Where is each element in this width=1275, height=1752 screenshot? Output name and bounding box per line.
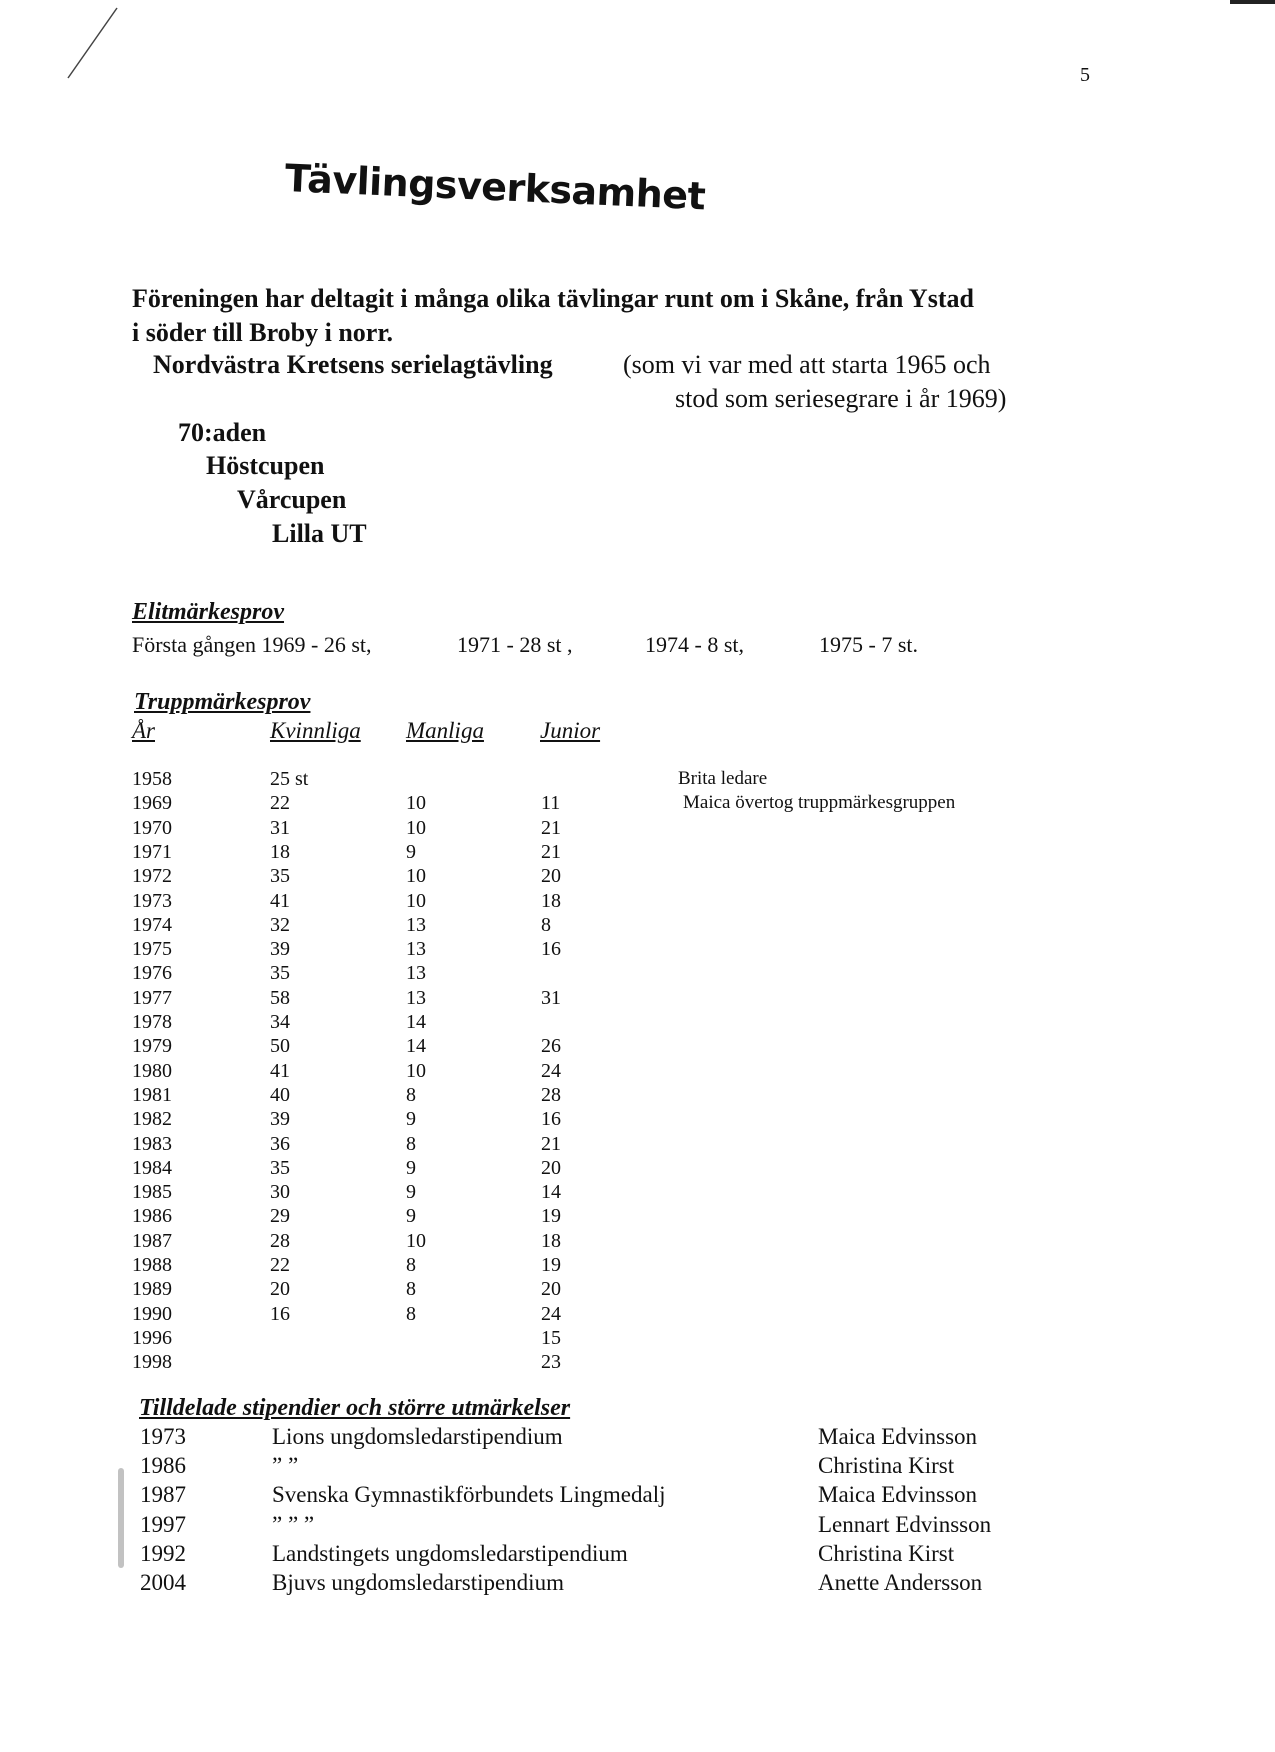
table-row	[0, 792, 1275, 816]
cell-year: 1972	[132, 865, 172, 888]
cell-year: 1971	[132, 840, 172, 863]
table-row	[0, 962, 1275, 986]
award-year: 2004	[140, 1570, 186, 1595]
cell-men: 10	[406, 889, 426, 912]
cell-women: 35	[270, 1156, 290, 1179]
table-row	[0, 865, 1275, 889]
cell-men: 13	[406, 938, 426, 961]
cell-men: 10	[406, 865, 426, 888]
cell-women: 28	[270, 1229, 290, 1252]
cell-women: 36	[270, 1132, 290, 1155]
cell-men: 8	[406, 1278, 416, 1301]
competition-item: Lilla UT	[272, 519, 367, 548]
cell-women: 50	[270, 1035, 290, 1058]
cell-junior: 15	[541, 1326, 561, 1349]
competition-item: Höstcupen	[206, 451, 325, 480]
cell-women: 30	[270, 1181, 290, 1204]
table-row	[0, 1108, 1275, 1132]
trupp-heading: Truppmärkesprov	[134, 689, 311, 715]
cell-junior: 18	[541, 1229, 561, 1252]
table-row	[0, 890, 1275, 914]
scan-edge-line	[1230, 0, 1275, 4]
table-row	[0, 1035, 1275, 1059]
cell-women: 35	[270, 962, 290, 985]
cell-year: 1982	[132, 1108, 172, 1131]
cell-women: 25 st	[270, 768, 309, 790]
cell-year: 1976	[132, 962, 172, 985]
cell-men: 8	[406, 1254, 416, 1276]
cell-women: 39	[270, 1108, 290, 1131]
award-year: 1992	[140, 1540, 186, 1566]
cell-women: 34	[270, 1011, 290, 1033]
cell-women: 41	[270, 889, 290, 912]
table-row	[0, 914, 1275, 938]
cell-junior: 23	[541, 1351, 561, 1374]
cell-women: 31	[270, 816, 290, 839]
cell-men: 9	[406, 1156, 416, 1179]
cell-junior: 28	[541, 1083, 561, 1106]
cell-women: 16	[270, 1302, 290, 1325]
table-row	[0, 1254, 1275, 1278]
cell-men: 8	[406, 1083, 416, 1106]
intro-line-2: i söder till Broby i norr.	[132, 318, 393, 347]
page-title: Tävlingsverksamhet	[284, 156, 707, 219]
award-recipient: Anette Andersson	[818, 1570, 983, 1595]
table-row	[0, 1278, 1275, 1302]
column-header-junior: Junior	[540, 718, 601, 743]
cell-men: 9	[406, 1108, 416, 1131]
cell-year: 1973	[132, 889, 172, 912]
cell-men: 13	[406, 913, 426, 936]
cell-year: 1983	[132, 1132, 172, 1155]
cell-year: 1958	[132, 768, 172, 790]
table-row	[0, 1084, 1275, 1108]
trupp-note: Maica övertog truppmärkesgruppen	[683, 792, 956, 813]
table-row	[0, 768, 1275, 792]
elit-heading: Elitmärkesprov	[132, 599, 285, 625]
award-recipient: Lennart Edvinsson	[818, 1511, 992, 1537]
award-name: Svenska Gymnastikförbundets Lingmedalj	[272, 1482, 666, 1508]
cell-year: 1981	[132, 1083, 172, 1106]
cell-men: 9	[406, 1205, 416, 1228]
award-name: Bjuvs ungdomsledarstipendium	[272, 1570, 564, 1595]
intro-line-3-normal: (som vi var med att starta 1965 och	[623, 350, 991, 379]
table-row	[0, 1133, 1275, 1157]
cell-women: 22	[270, 1254, 290, 1276]
table-row	[0, 1303, 1275, 1327]
cell-women: 22	[270, 792, 290, 815]
cell-women: 20	[270, 1278, 290, 1301]
cell-year: 1978	[132, 1011, 172, 1033]
table-row	[0, 987, 1275, 1011]
cell-men: 9	[406, 1181, 416, 1204]
trupp-note: Brita ledare	[678, 768, 768, 789]
intro-line-4: stod som seriesegrare i år 1969)	[675, 384, 1007, 413]
cell-year: 1975	[132, 938, 172, 961]
elit-entry: 1974 - 8 st,	[645, 632, 744, 657]
cell-junior: 21	[541, 816, 561, 839]
awards-list	[0, 1424, 1275, 1604]
award-year: 1986	[140, 1453, 186, 1479]
table-row	[0, 841, 1275, 865]
cell-men: 14	[406, 1011, 426, 1033]
cell-women: 40	[270, 1083, 290, 1106]
cell-year: 1980	[132, 1059, 172, 1082]
cell-women: 39	[270, 938, 290, 961]
table-row	[0, 938, 1275, 962]
cell-year: 1977	[132, 986, 172, 1009]
award-recipient: Maica Edvinsson	[818, 1424, 978, 1449]
cell-women: 41	[270, 1059, 290, 1082]
award-name: Lions ungdomsledarstipendium	[272, 1424, 563, 1449]
award-row	[0, 1570, 1275, 1599]
table-row	[0, 817, 1275, 841]
award-year: 1997	[140, 1511, 186, 1537]
cell-men: 13	[406, 962, 426, 985]
cell-men: 14	[406, 1035, 426, 1058]
awards-heading: Tilldelade stipendier och större utmärkelser	[139, 1395, 571, 1421]
table-row	[0, 1230, 1275, 1254]
pen-stroke-mark	[62, 6, 122, 81]
cell-men: 10	[406, 816, 426, 839]
cell-women: 18	[270, 840, 290, 863]
cell-women: 29	[270, 1205, 290, 1228]
award-row	[0, 1482, 1275, 1511]
cell-junior: 8	[541, 913, 551, 936]
cell-men: 10	[406, 1059, 426, 1082]
cell-junior: 24	[541, 1302, 561, 1325]
award-year: 1987	[140, 1482, 186, 1508]
cell-year: 1989	[132, 1278, 172, 1301]
competition-item: 70:aden	[178, 418, 267, 447]
table-row	[0, 1181, 1275, 1205]
table-row	[0, 1327, 1275, 1351]
cell-junior: 26	[541, 1035, 561, 1058]
cell-year: 1996	[132, 1326, 172, 1349]
table-row	[0, 1205, 1275, 1229]
cell-women: 35	[270, 865, 290, 888]
award-recipient: Christina Kirst	[818, 1540, 955, 1566]
cell-junior: 11	[541, 792, 561, 815]
cell-women: 58	[270, 986, 290, 1009]
cell-junior: 21	[541, 840, 561, 863]
table-row	[0, 1011, 1275, 1035]
column-header-year: År	[132, 718, 155, 743]
award-name: ” ”	[272, 1453, 299, 1479]
cell-men: 10	[406, 792, 426, 815]
trupp-table	[0, 768, 1275, 1378]
cell-junior: 20	[541, 1156, 561, 1179]
cell-junior: 19	[541, 1254, 561, 1276]
elit-entry: 1975 - 7 st.	[819, 632, 918, 657]
award-name: ” ” ”	[272, 1511, 315, 1537]
cell-junior: 21	[541, 1132, 561, 1155]
column-header-women: Kvinnliga	[270, 718, 361, 743]
cell-junior: 24	[541, 1059, 561, 1082]
competition-item: Vårcupen	[237, 485, 347, 514]
award-row	[0, 1541, 1275, 1570]
cell-men: 13	[406, 986, 426, 1009]
cell-year: 1987	[132, 1229, 172, 1252]
table-row	[0, 1351, 1275, 1375]
cell-junior: 16	[541, 1108, 561, 1131]
cell-year: 1985	[132, 1181, 172, 1204]
cell-men: 10	[406, 1229, 426, 1252]
cell-junior: 16	[541, 938, 561, 961]
cell-junior: 14	[541, 1181, 561, 1204]
award-name: Landstingets ungdomsledarstipendium	[272, 1540, 628, 1566]
cell-year: 1998	[132, 1351, 172, 1374]
cell-men: 8	[406, 1302, 416, 1325]
award-row	[0, 1424, 1275, 1453]
table-row	[0, 1157, 1275, 1181]
cell-year: 1984	[132, 1156, 172, 1179]
cell-men: 8	[406, 1132, 416, 1155]
cell-year: 1986	[132, 1205, 172, 1228]
cell-year: 1974	[132, 913, 172, 936]
award-year: 1973	[140, 1424, 186, 1449]
cell-junior: 31	[541, 986, 561, 1009]
table-row	[0, 1060, 1275, 1084]
page-number: 5	[1080, 64, 1090, 86]
cell-junior: 20	[541, 1278, 561, 1301]
cell-men: 9	[406, 840, 416, 863]
award-row	[0, 1512, 1275, 1541]
cell-year: 1988	[132, 1254, 172, 1276]
cell-year: 1970	[132, 816, 172, 839]
award-row	[0, 1453, 1275, 1482]
intro-line-3-bold: Nordvästra Kretsens serielagtävling	[153, 350, 553, 379]
elit-entry: 1971 - 28 st ,	[457, 632, 573, 657]
cell-year: 1969	[132, 792, 172, 815]
intro-line-1: Föreningen har deltagit i många olika tävlingar runt om i Skåne, från Ystad	[132, 284, 974, 313]
column-header-men: Manliga	[406, 718, 484, 743]
elit-entry: Första gången 1969 - 26 st,	[132, 632, 372, 657]
cell-women: 32	[270, 913, 290, 936]
cell-junior: 18	[541, 889, 561, 912]
cell-year: 1979	[132, 1035, 172, 1058]
award-recipient: Christina Kirst	[818, 1453, 955, 1479]
award-recipient: Maica Edvinsson	[818, 1482, 978, 1508]
cell-year: 1990	[132, 1302, 172, 1325]
cell-junior: 19	[541, 1205, 561, 1228]
cell-junior: 20	[541, 865, 561, 888]
